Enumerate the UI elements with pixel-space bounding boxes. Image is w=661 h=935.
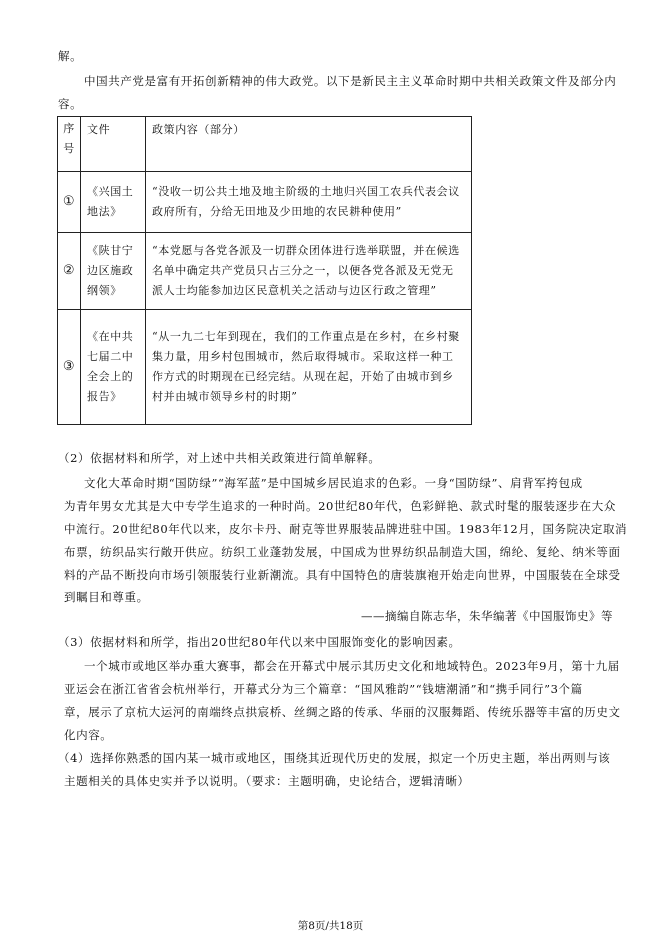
table-header-row xyxy=(58,117,472,172)
passage-3-line-3: 章，展示了京杭大运河的南端终点拱宸桥、丝绸之路的传承、华丽的汉服舞蹈、传统乐器等丰富的历史文 xyxy=(64,705,621,719)
page-footer: 第8页/共18页 xyxy=(297,920,364,932)
policy-table xyxy=(57,116,472,425)
table-row xyxy=(58,172,472,233)
question-4-line-1: （4）选择你熟悉的国内某一城市或地区，围绕其近现代历史的发展，拟定一个历史主题，举出两则与该 xyxy=(58,751,611,765)
intro-line-1: 中国共产党是富有开拓创新精神的伟大政党。以下是新民主主义革命时期中共相关政策文件及部分内 xyxy=(84,74,617,88)
row-num: ③ xyxy=(58,310,81,425)
row-doc: 《兴国土地法》 xyxy=(81,172,146,233)
table-row xyxy=(58,233,472,310)
passage-2-line-1: 文化大革命时期“国防绿”“海军蓝”是中国城乡居民追求的色彩。一身“国防绿”、肩背军挎包成 xyxy=(84,476,583,490)
passage-2-line-3: 中流行。20世纪80年代以来，皮尔卡丹、耐克等世界服装品牌进驻中国。1983年12月，国务院决定取消 xyxy=(64,522,628,536)
passage-3-line-1: 一个城市或地区举办重大赛事，都会在开幕式中展示其历史文化和地域特色。2023年9月，第十九届 xyxy=(84,659,620,673)
header-content: 政策内容（部分） xyxy=(146,117,472,172)
row-content: “本党愿与各党各派及一切群众团体进行选举联盟，并在候选名单中确定共产党员只占三分之一，以便各党各派及无党无派人士均能参加边区民意机关之活动与边区行政之管理” xyxy=(146,233,472,310)
passage-2-line-4: 布票，纺织品实行敞开供应。纺织工业蓬勃发展，中国成为世界纺织品制造大国，绵纶、复纶、纳米等面 xyxy=(64,545,621,559)
row-content xyxy=(146,310,472,425)
question-3: （3）依据材料和所学，指出20世纪80年代以来中国服饰变化的影响因素。 xyxy=(58,635,461,649)
passage-3-line-2: 亚运会在浙江省省会杭州举行，开幕式分为三个篇章：“国风雅韵”“钱塘潮涌”和“携手同行”3个篇 xyxy=(64,682,583,696)
intro-line-0: 解。 xyxy=(58,49,83,63)
row-num: ① xyxy=(58,172,81,233)
row-num: ② xyxy=(58,233,81,310)
passage-2-line-5: 料的产品不断投向市场引领服装行业新潮流。具有中国特色的唐装旗袍开始走向世界，中国服装在全球受 xyxy=(64,568,621,582)
intro-line-2: 容。 xyxy=(58,97,83,111)
table-row xyxy=(58,310,472,425)
row-content-b: 集力量，用乡村包围城市，然后取得城市。采取这样一种工作方式的时期现在已经完结。从现在起，开始了由城市到乡村并由城市领导乡村的时期” xyxy=(152,350,454,403)
header-doc: 文件 xyxy=(81,117,146,172)
header-num: 序号 xyxy=(58,117,81,172)
question-4-line-2: 主题相关的具体史实并予以说明。（要求：主题明确，史论结合，逻辑清晰） xyxy=(64,774,470,788)
row-content-a: “从一九二七年到现在，我们的工作重点是在乡村，在乡村聚 xyxy=(152,330,460,343)
row-content: “没收一切公共土地及地主阶级的土地归兴国工农兵代表会议政府所有，分给无田地及少田地的农民耕种使用” xyxy=(146,172,472,233)
row-doc: 《在中共七届二中全会上的报告》 xyxy=(81,310,146,425)
passage-3-line-4: 化内容。 xyxy=(64,728,113,742)
passage-2-line-2: 为青年男女尤其是大中专学生追求的一种时尚。20世纪80年代，色彩鲜艳、款式时髦的服装逐步在大众 xyxy=(64,499,616,513)
question-2: （2）依据材料和所学，对上述中共相关政策进行简单解释。 xyxy=(58,451,381,465)
passage-2-line-6: 到瞩目和尊重。 xyxy=(64,590,149,604)
source-citation: ——摘编自陈志华，朱华编著《中国服饰史》等 xyxy=(361,609,613,623)
row-doc: 《陕甘宁边区施政纲领》 xyxy=(81,233,146,310)
